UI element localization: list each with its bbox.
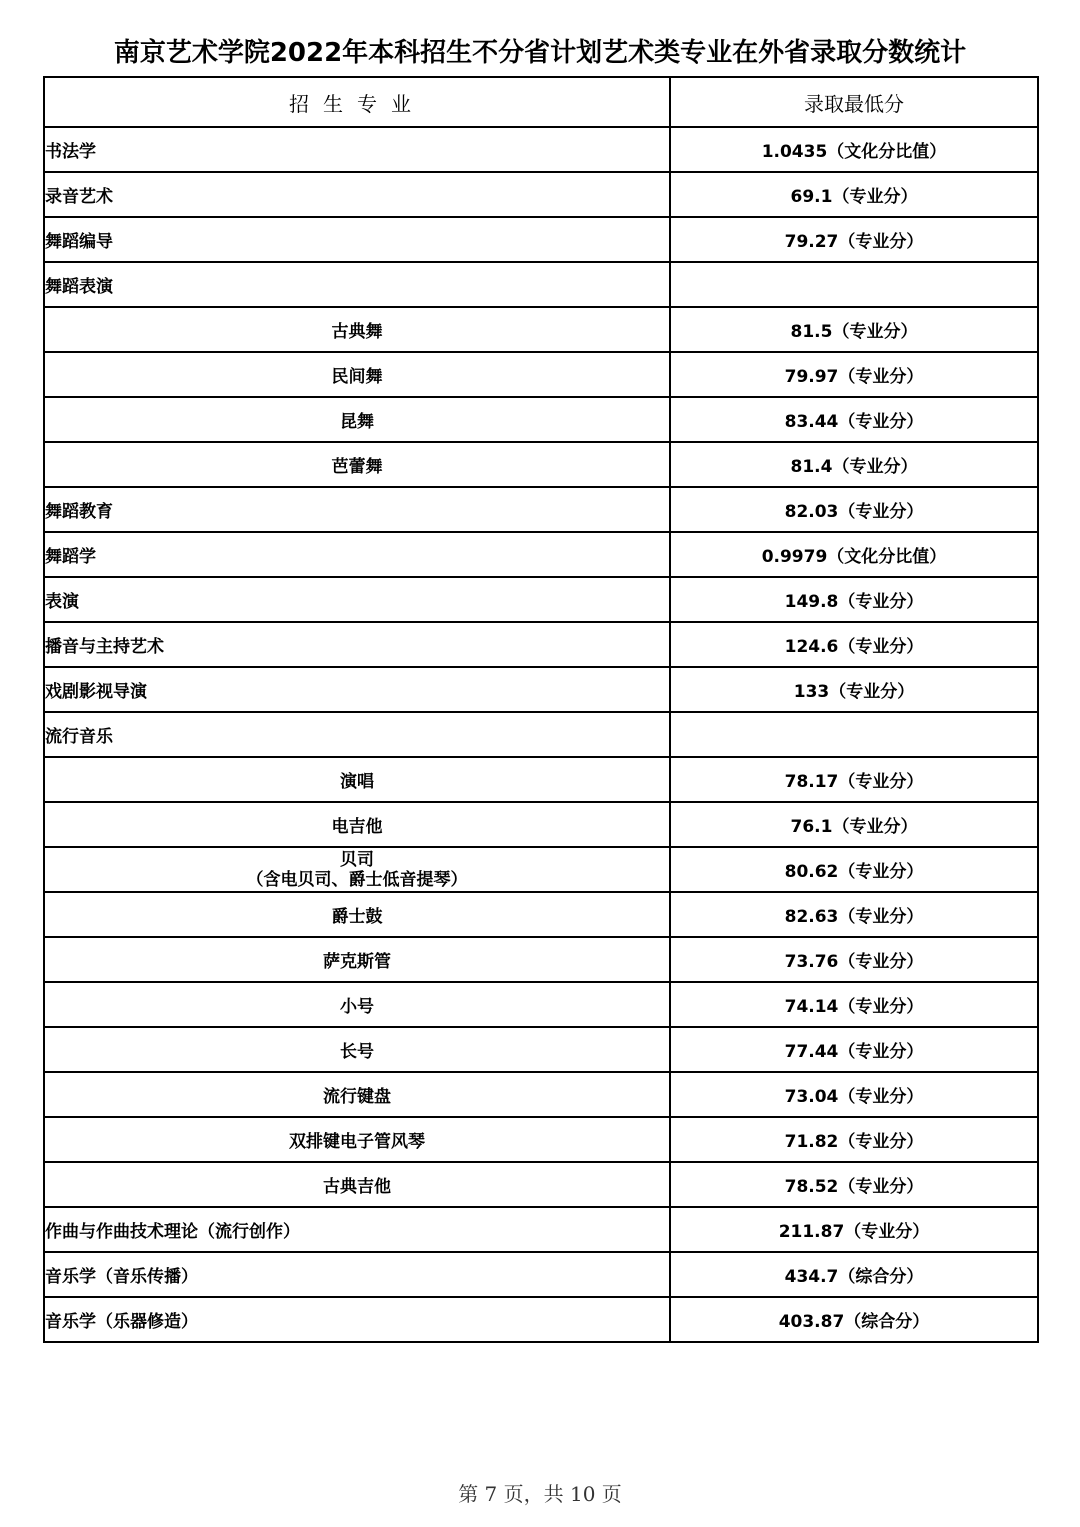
table-row [44, 1162, 1038, 1207]
score-cell: 73.76（专业分） [670, 937, 1038, 982]
page-title: 南京艺术学院2022年本科招生不分省计划艺术类专业在外省录取分数统计 [113, 38, 967, 68]
score-cell: 1.0435（文化分比值） [670, 127, 1038, 172]
score-cell: 79.27（专业分） [670, 217, 1038, 262]
major-cell: 古典舞 [44, 307, 670, 352]
major-cell: 芭蕾舞 [44, 442, 670, 487]
table-row [44, 1027, 1038, 1072]
score-cell: 82.63（专业分） [670, 892, 1038, 937]
major-note: （含电贝司、爵士低音提琴） [246, 869, 468, 890]
major-cell [44, 847, 670, 892]
score-cell: 73.04（专业分） [670, 1072, 1038, 1117]
score-cell: 434.7（综合分） [670, 1252, 1038, 1297]
major-cell: 萨克斯管 [44, 937, 670, 982]
column-header-major: 招生专业 [44, 77, 670, 127]
score-cell: 81.5（专业分） [670, 307, 1038, 352]
score-cell: 79.97（专业分） [670, 352, 1038, 397]
table-row [44, 1207, 1038, 1252]
major-cell: 播音与主持艺术 [44, 622, 670, 667]
table-row [44, 487, 1038, 532]
major-cell: 戏剧影视导演 [44, 667, 670, 712]
table-row [44, 397, 1038, 442]
major-cell: 录音艺术 [44, 172, 670, 217]
major-cell: 古典吉他 [44, 1162, 670, 1207]
major-cell: 舞蹈表演 [44, 262, 670, 307]
table-row [44, 937, 1038, 982]
score-cell: 149.8（专业分） [670, 577, 1038, 622]
major-cell: 民间舞 [44, 352, 670, 397]
table-row [44, 442, 1038, 487]
major-cell: 作曲与作曲技术理论（流行创作） [44, 1207, 670, 1252]
major-cell: 音乐学（音乐传播） [44, 1252, 670, 1297]
score-table [43, 76, 1039, 1343]
score-cell: 403.87（综合分） [670, 1297, 1038, 1342]
score-cell: 81.4（专业分） [670, 442, 1038, 487]
table-row [44, 172, 1038, 217]
major-cell: 书法学 [44, 127, 670, 172]
score-cell: 211.87（专业分） [670, 1207, 1038, 1252]
score-cell: 71.82（专业分） [670, 1117, 1038, 1162]
score-cell: 78.17（专业分） [670, 757, 1038, 802]
major-cell: 双排键电子管风琴 [44, 1117, 670, 1162]
table-row [44, 127, 1038, 172]
major-cell: 舞蹈学 [44, 532, 670, 577]
table-row [44, 757, 1038, 802]
score-cell: 76.1（专业分） [670, 802, 1038, 847]
table-row [44, 262, 1038, 307]
table-row [44, 982, 1038, 1027]
table-body [44, 127, 1038, 1342]
score-cell: 69.1（专业分） [670, 172, 1038, 217]
major-cell: 表演 [44, 577, 670, 622]
table-row [44, 1252, 1038, 1297]
major-name: 贝司 [340, 849, 374, 870]
table-row [44, 892, 1038, 937]
score-cell: 78.52（专业分） [670, 1162, 1038, 1207]
table-row [44, 1297, 1038, 1342]
major-cell: 流行键盘 [44, 1072, 670, 1117]
table-row [44, 217, 1038, 262]
score-cell: 80.62（专业分） [670, 847, 1038, 892]
score-cell: 124.6（专业分） [670, 622, 1038, 667]
major-cell: 演唱 [44, 757, 670, 802]
table-row [44, 847, 1038, 892]
major-cell: 长号 [44, 1027, 670, 1072]
score-cell: 74.14（专业分） [670, 982, 1038, 1027]
major-cell: 电吉他 [44, 802, 670, 847]
score-cell: 82.03（专业分） [670, 487, 1038, 532]
score-cell: 133（专业分） [670, 667, 1038, 712]
column-header-score: 录取最低分 [670, 77, 1038, 127]
table-row [44, 622, 1038, 667]
score-cell: 77.44（专业分） [670, 1027, 1038, 1072]
table-row [44, 577, 1038, 622]
major-cell: 舞蹈教育 [44, 487, 670, 532]
page-footer: 第 7 页，共 10 页 [458, 1482, 622, 1506]
score-cell [670, 262, 1038, 307]
score-cell: 0.9979（文化分比值） [670, 532, 1038, 577]
table-row [44, 352, 1038, 397]
major-cell: 流行音乐 [44, 712, 670, 757]
table-header-row [44, 77, 1038, 127]
table-row [44, 1117, 1038, 1162]
major-cell: 舞蹈编导 [44, 217, 670, 262]
major-cell: 昆舞 [44, 397, 670, 442]
table-row [44, 307, 1038, 352]
table-row [44, 712, 1038, 757]
table-row [44, 532, 1038, 577]
major-cell: 小号 [44, 982, 670, 1027]
major-cell: 爵士鼓 [44, 892, 670, 937]
major-cell: 音乐学（乐器修造） [44, 1297, 670, 1342]
score-cell: 83.44（专业分） [670, 397, 1038, 442]
table-row [44, 1072, 1038, 1117]
table-row [44, 802, 1038, 847]
table-row [44, 667, 1038, 712]
score-cell [670, 712, 1038, 757]
